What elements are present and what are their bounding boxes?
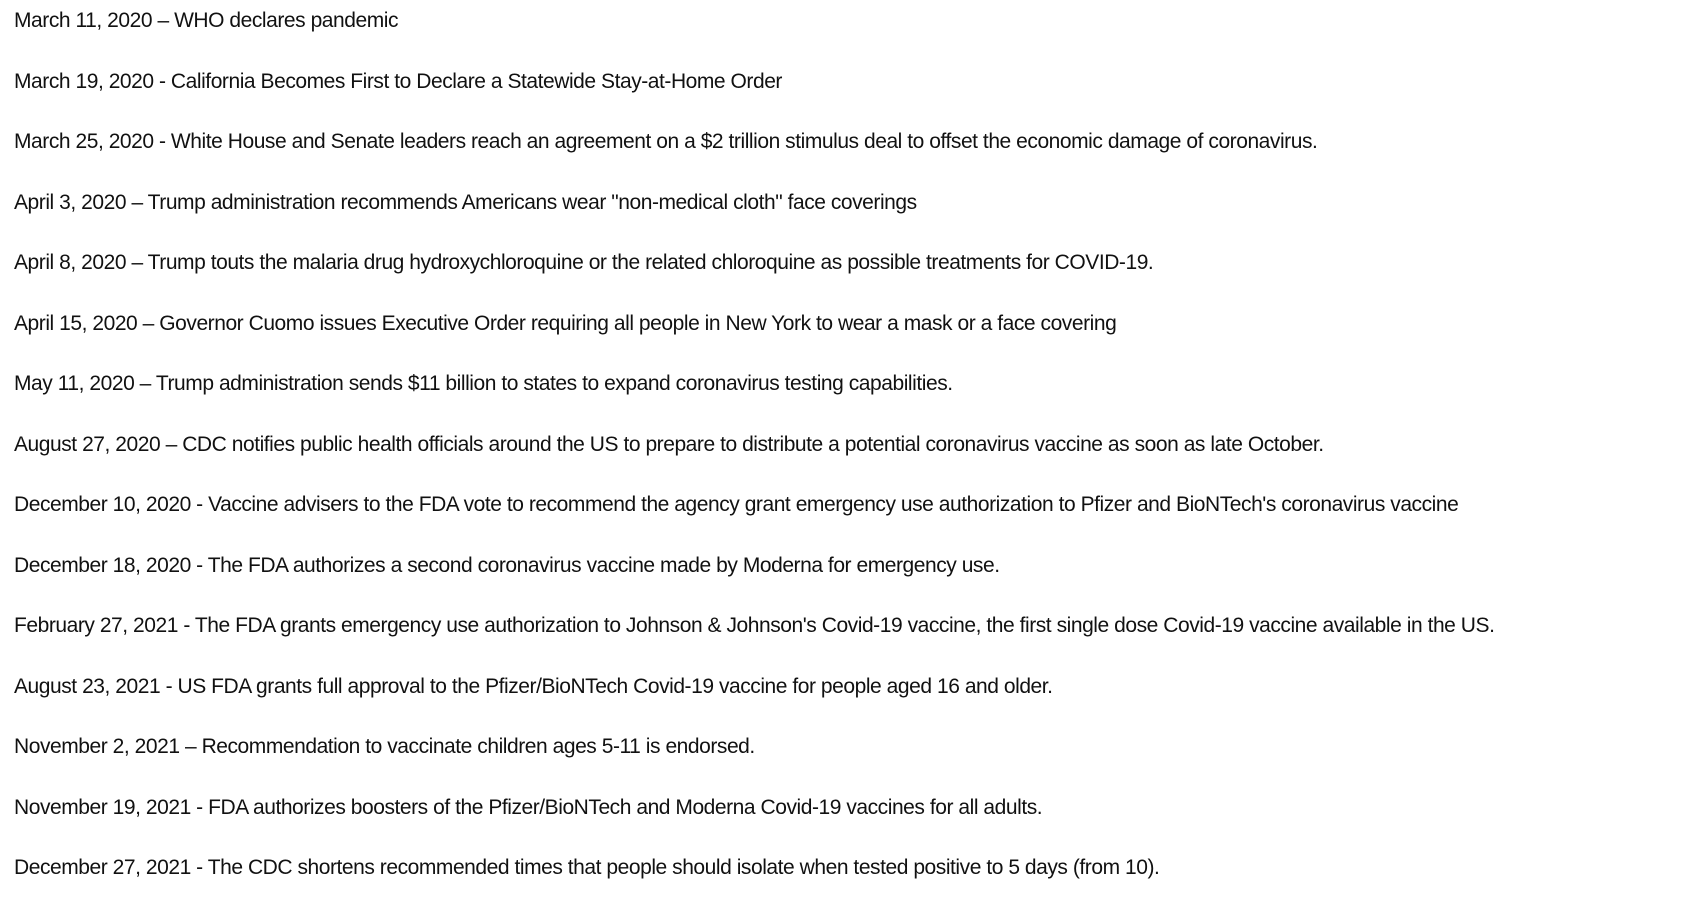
timeline-entry: March 25, 2020 - White House and Senate leaders reach an agreement on a $2 trillion stimulus deal to offset the economic damage of coronavirus.	[14, 130, 1318, 153]
timeline-entry: May 11, 2020 – Trump administration sends $11 billion to states to expand coronavirus testing capabilities.	[14, 372, 953, 395]
timeline-entry: December 27, 2021 - The CDC shortens recommended times that people should isolate when tested positive to 5 days (from 10).	[14, 856, 1160, 879]
timeline-entry: April 3, 2020 – Trump administration recommends Americans wear "non-medical cloth" face coverings	[14, 190, 917, 214]
timeline-entry: February 27, 2021 - The FDA grants emergency use authorization to Johnson & Johnson's Covid-19 vaccine, the first single dose Covid-19 vaccine available in the US.	[14, 614, 1495, 637]
timeline-document	[14, 0, 1694, 908]
timeline-entry: March 11, 2020 – WHO declares pandemic	[14, 9, 399, 32]
timeline-entry: April 8, 2020 – Trump touts the malaria drug hydroxychloroquine or the related chloroquine as possible treatments for COVID-19.	[14, 251, 1154, 274]
timeline-entry: December 18, 2020 - The FDA authorizes a second coronavirus vaccine made by Moderna for emergency use.	[14, 553, 1000, 577]
timeline-entry: December 10, 2020 - Vaccine advisers to the FDA vote to recommend the agency grant emergency use authorization to Pfizer and BioNTech's coronavirus vaccine	[14, 493, 1459, 516]
timeline-entry: March 19, 2020 - California Becomes First to Declare a Statewide Stay-at-Home Order	[14, 69, 782, 93]
timeline-entry: November 2, 2021 – Recommendation to vaccinate children ages 5-11 is endorsed.	[14, 735, 755, 758]
timeline-entry: August 27, 2020 – CDC notifies public health officials around the US to prepare to distribute a potential coronavirus vaccine as soon as late October.	[14, 432, 1324, 456]
timeline-entry: November 19, 2021 - FDA authorizes boosters of the Pfizer/BioNTech and Moderna Covid-19 vaccines for all adults.	[14, 795, 1043, 819]
timeline-entry: August 23, 2021 - US FDA grants full approval to the Pfizer/BioNTech Covid-19 vaccine for people aged 16 and older.	[14, 674, 1053, 698]
timeline-entry: April 15, 2020 – Governor Cuomo issues Executive Order requiring all people in New York to wear a mask or a face covering	[14, 311, 1117, 335]
